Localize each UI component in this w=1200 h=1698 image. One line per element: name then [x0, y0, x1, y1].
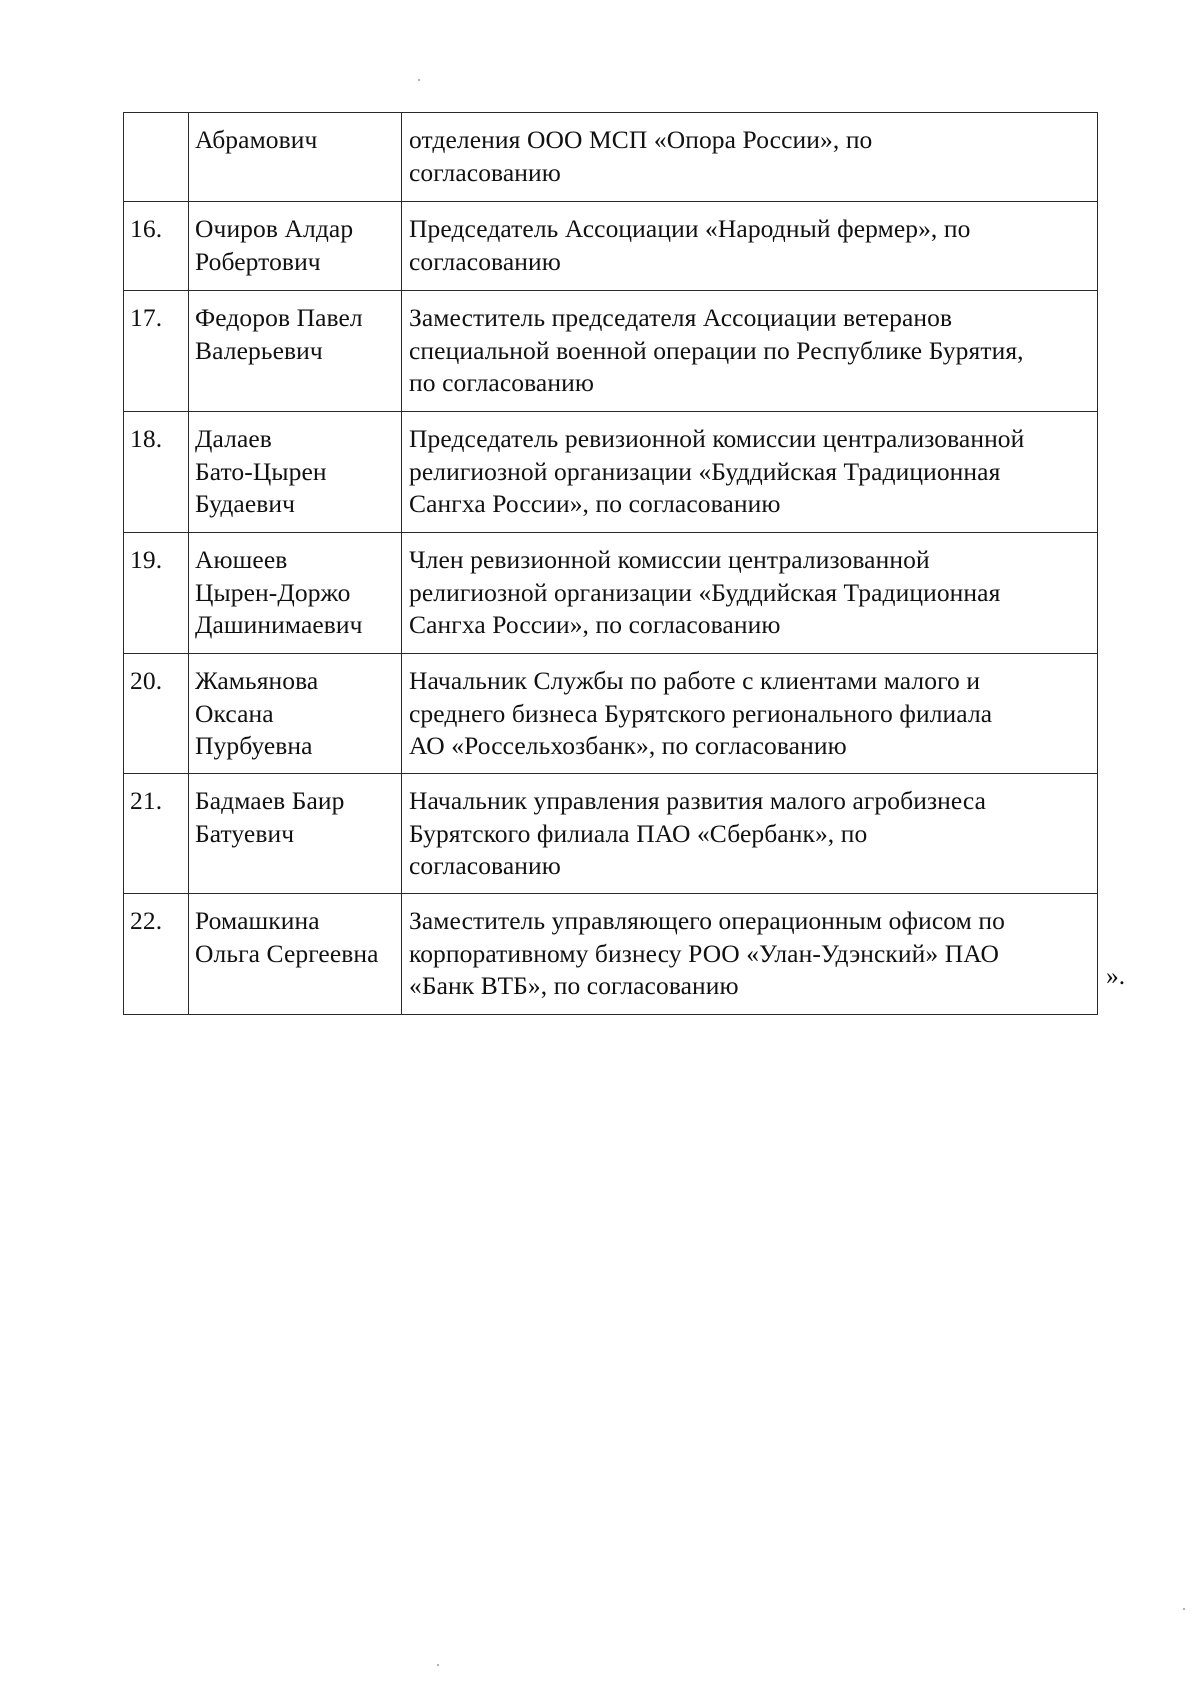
name-line: Федоров Павел — [195, 303, 363, 332]
scan-speck — [1183, 1608, 1185, 1610]
name-line: Абрамович — [195, 125, 318, 154]
row-number — [124, 113, 189, 202]
members-table — [123, 112, 1098, 1015]
table-row — [124, 113, 1098, 202]
role-line: по согласованию — [409, 368, 594, 397]
member-role — [402, 113, 1098, 202]
closing-quote: ». — [1106, 961, 1126, 990]
name-line: Ольга Сергеевна — [195, 938, 379, 968]
name-line: Валерьевич — [195, 335, 323, 365]
table-row — [124, 412, 1098, 533]
name-line: Далаев — [195, 424, 272, 453]
row-number: 22. — [124, 894, 189, 1015]
role-line: АО «Россельхозбанк», по согласованию — [409, 731, 847, 760]
row-number: 18. — [124, 412, 189, 533]
table-row — [124, 894, 1098, 1015]
name-line: Жамьянова — [195, 666, 319, 695]
role-line: Начальник управления развития малого агробизнеса — [409, 786, 987, 815]
member-name — [189, 113, 402, 202]
table-row — [124, 533, 1098, 654]
member-role — [402, 894, 1098, 1015]
role-line: согласованию — [409, 851, 561, 880]
role-line: Заместитель управляющего операционным офисом по — [409, 906, 1005, 935]
row-number: 21. — [124, 774, 189, 894]
table-row — [124, 291, 1098, 412]
member-role — [402, 412, 1098, 533]
role-line: согласованию — [409, 246, 561, 276]
name-line: Робертович — [195, 246, 321, 276]
role-line: корпоративному бизнесу РОО «Улан-Удэнский» ПАО — [409, 938, 999, 968]
table-row — [124, 202, 1098, 291]
member-name — [189, 202, 402, 291]
member-role — [402, 291, 1098, 412]
member-name — [189, 412, 402, 533]
row-number: 17. — [124, 291, 189, 412]
table-row — [124, 774, 1098, 894]
scan-speck — [437, 1664, 439, 1666]
role-line: согласованию — [409, 157, 561, 187]
role-line: отделения ООО МСП «Опора России», по — [409, 125, 873, 154]
name-line: Ромашкина — [195, 906, 320, 935]
row-number: 20. — [124, 654, 189, 774]
member-name — [189, 533, 402, 654]
member-name — [189, 894, 402, 1015]
scan-speck — [418, 79, 420, 81]
member-name — [189, 774, 402, 894]
name-line: Оксана — [195, 698, 274, 728]
member-role — [402, 533, 1098, 654]
name-line: Бадмаев Баир — [195, 786, 345, 815]
member-role — [402, 774, 1098, 894]
role-line: Начальник Службы по работе с клиентами малого и — [409, 666, 981, 695]
name-line: Аюшеев — [195, 545, 288, 574]
role-line: религиозной организации «Буддийская Традиционная — [409, 456, 1001, 486]
role-line: Председатель Ассоциации «Народный фермер», по — [409, 214, 971, 243]
role-line: религиозной организации «Буддийская Традиционная — [409, 577, 1001, 607]
name-line: Дашинимаевич — [195, 610, 363, 639]
name-line: Бато-Цырен — [195, 456, 327, 486]
role-line: Сангха России», по согласованию — [409, 489, 781, 518]
member-role — [402, 654, 1098, 774]
row-number: 16. — [124, 202, 189, 291]
role-line: специальной военной операции по Республике Бурятия, — [409, 335, 1024, 365]
role-line: среднего бизнеса Бурятского регионального филиала — [409, 698, 993, 728]
member-name — [189, 291, 402, 412]
name-line: Пурбуевна — [195, 731, 313, 760]
name-line: Очиров Алдар — [195, 214, 354, 243]
member-name — [189, 654, 402, 774]
table-row — [124, 654, 1098, 774]
name-line: Цырен-Доржо — [195, 577, 351, 607]
role-line: Бурятского филиала ПАО «Сбербанк», по — [409, 818, 868, 848]
name-line: Будаевич — [195, 489, 296, 518]
role-line: Сангха России», по согласованию — [409, 610, 781, 639]
role-line: Председатель ревизионной комиссии централизованной — [409, 424, 1025, 453]
name-line: Батуевич — [195, 818, 295, 848]
role-line: Член ревизионной комиссии централизованной — [409, 545, 930, 574]
role-line: Заместитель председателя Ассоциации ветеранов — [409, 303, 953, 332]
role-line: «Банк ВТБ», по согласованию — [409, 971, 739, 1000]
member-role — [402, 202, 1098, 291]
row-number: 19. — [124, 533, 189, 654]
